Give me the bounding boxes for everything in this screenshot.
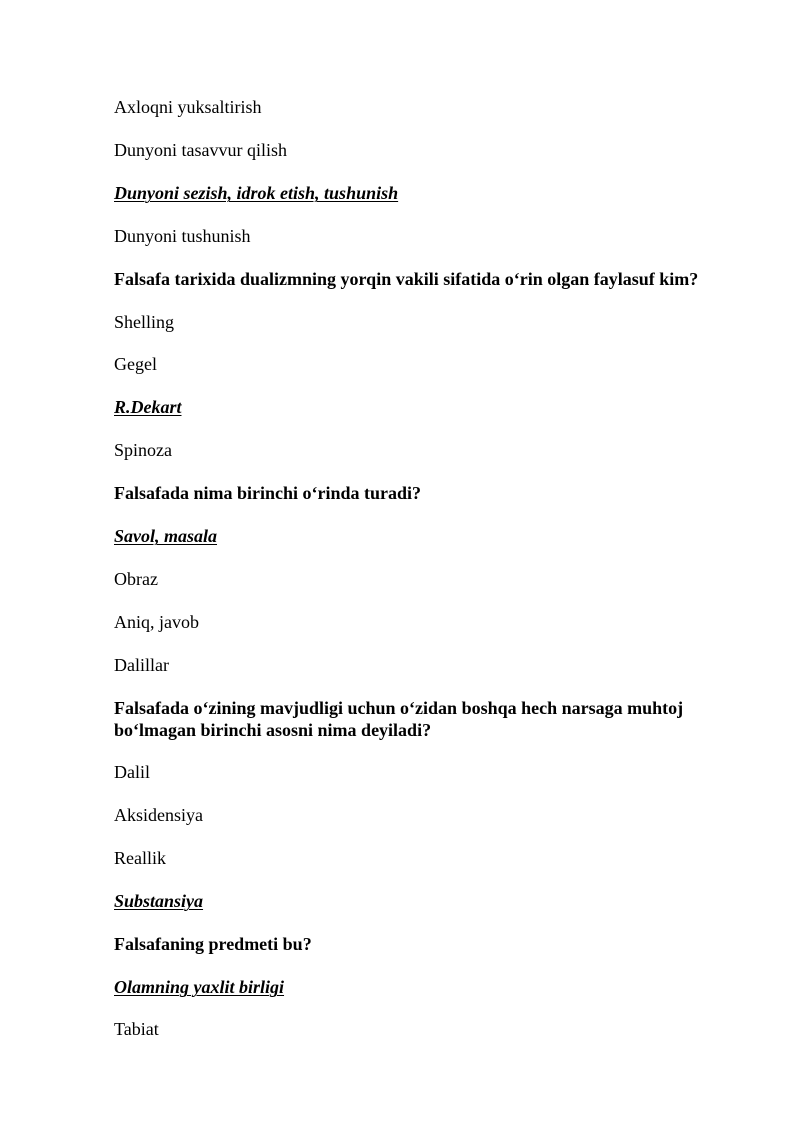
correct-answer: Savol, masala [114, 526, 218, 546]
question: Falsafa tarixida dualizmning yorqin vakili sifatida o‘rin olgan faylasuf kim? [114, 269, 699, 289]
answer-option: Gegel [114, 354, 157, 374]
answer-option: Dunyoni tasavvur qilish [114, 140, 287, 160]
answer-option: Reallik [114, 848, 166, 868]
answer-option: Axloqni yuksaltirish [114, 97, 262, 117]
answer-option: Shelling [114, 312, 175, 332]
answer-option: Aniq, javob [114, 612, 199, 632]
answer-option: Tabiat [114, 1019, 159, 1039]
correct-answer: Olamning yaxlit birligi [114, 977, 285, 997]
question: Falsafada nima birinchi o‘rinda turadi? [114, 483, 422, 503]
correct-answer: Dunyoni sezish, idrok etish, tushunish [114, 183, 399, 203]
answer-option: Dunyoni tushunish [114, 226, 251, 246]
question: Falsafada o‘zining mavjudligi uchun o‘zidan boshqa hech narsaga muhtoj bo‘lmagan birinchi asosni nima deyiladi? [114, 698, 684, 740]
answer-option: Aksidensiya [114, 805, 203, 825]
answer-option: Dalillar [114, 655, 169, 675]
answer-option: Obraz [114, 569, 158, 589]
answer-option: Dalil [114, 762, 150, 782]
correct-answer: R.Dekart [114, 397, 182, 417]
question: Falsafaning predmeti bu? [114, 934, 312, 954]
answer-option: Spinoza [114, 440, 172, 460]
correct-answer: Substansiya [114, 891, 204, 911]
